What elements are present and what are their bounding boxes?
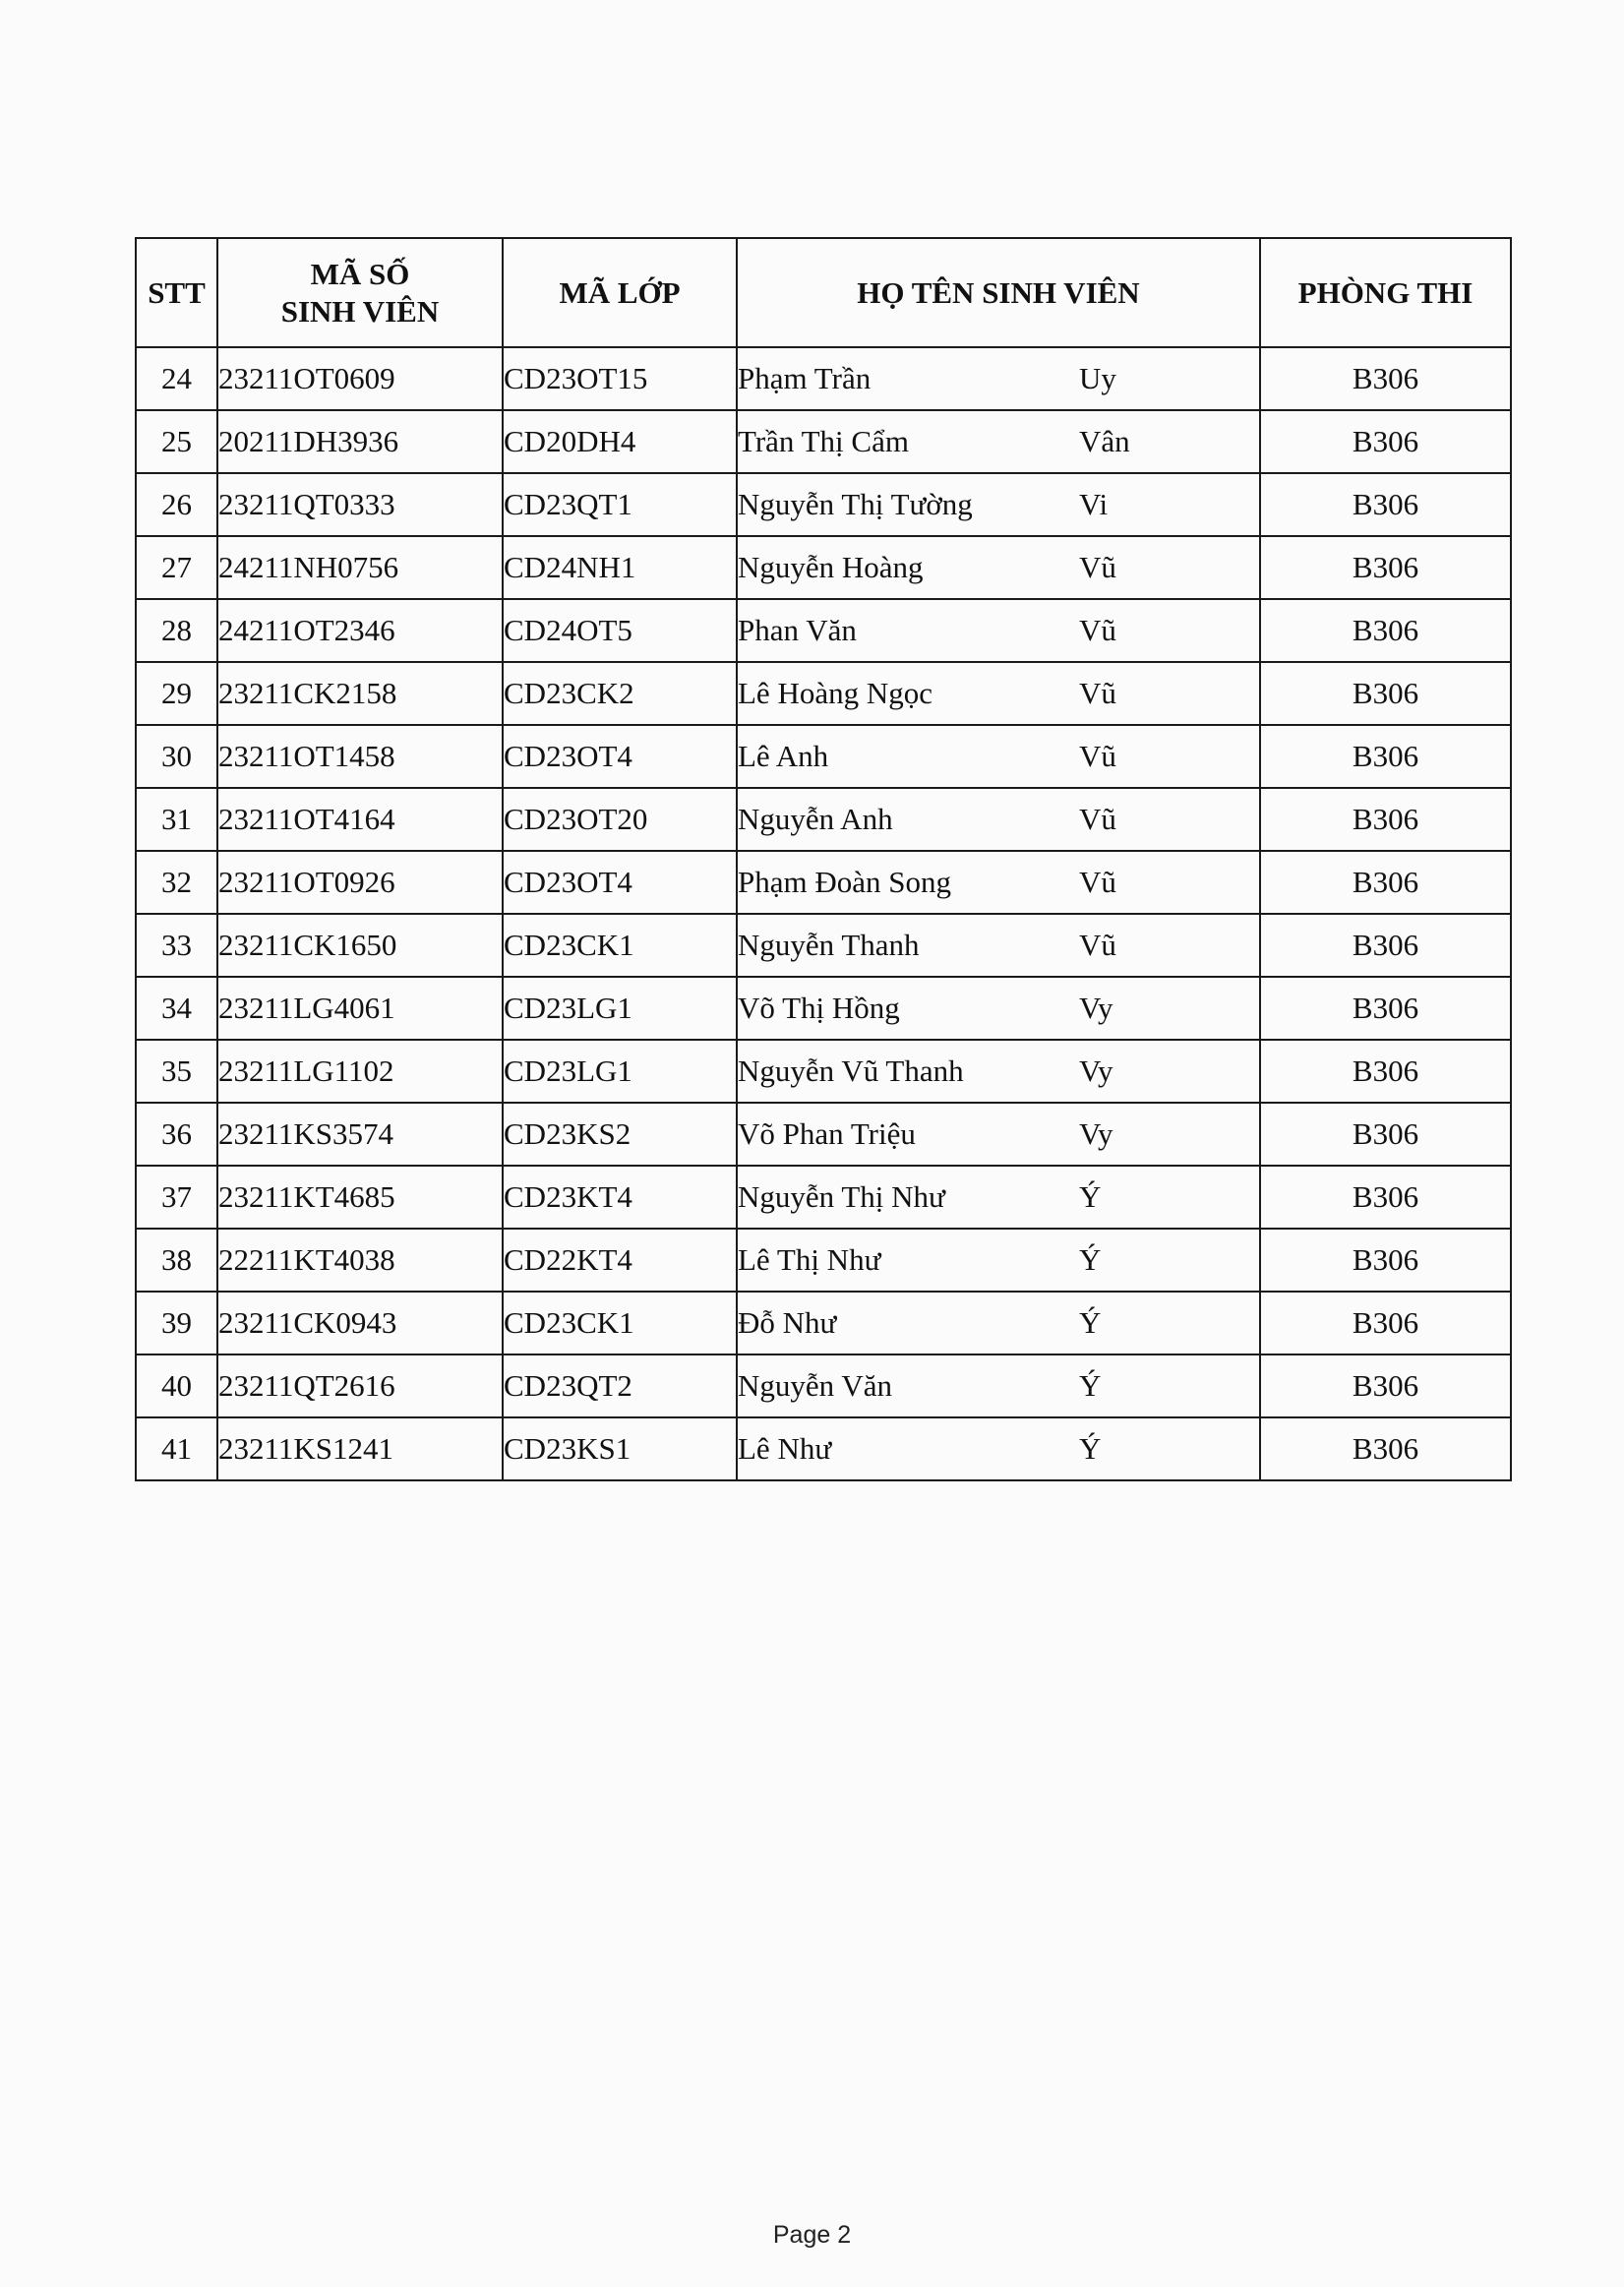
row-full-name [737, 536, 1260, 599]
row-stt: 29 [136, 662, 217, 725]
row-stt: 37 [136, 1166, 217, 1229]
row-exam-room: B306 [1260, 1292, 1511, 1354]
row-stt: 34 [136, 977, 217, 1040]
row-student-id: 23211CK2158 [217, 662, 503, 725]
row-full-name [737, 410, 1260, 473]
header-exam-room: PHÒNG THI [1260, 238, 1511, 347]
row-student-id: 23211CK1650 [217, 914, 503, 977]
row-exam-room: B306 [1260, 725, 1511, 788]
row-surname: Đỗ Như [738, 1305, 837, 1340]
row-exam-room: B306 [1260, 1417, 1511, 1480]
row-student-id: 23211OT1458 [217, 725, 503, 788]
row-full-name [737, 725, 1260, 788]
name-wrap [738, 1305, 1259, 1341]
row-class-code: CD23KS1 [503, 1417, 737, 1480]
row-class-code: CD23OT20 [503, 788, 737, 851]
exam-roster-table [135, 237, 1512, 1481]
page-number: Page 2 [772, 2221, 852, 2249]
row-given-name: Vũ [1079, 802, 1116, 836]
table-row [136, 977, 1511, 1040]
row-student-id: 23211OT0926 [217, 851, 503, 914]
row-student-id: 23211QT0333 [217, 473, 503, 536]
row-class-code: CD23OT4 [503, 725, 737, 788]
row-surname: Nguyễn Văn [738, 1368, 892, 1403]
row-surname: Trần Thị Cẩm [738, 424, 909, 458]
row-surname: Lê Hoàng Ngọc [738, 676, 932, 710]
row-given-name: Ý [1079, 1179, 1102, 1214]
row-class-code: CD23CK1 [503, 1292, 737, 1354]
table-row [136, 1354, 1511, 1417]
name-wrap [738, 676, 1259, 711]
row-class-code: CD23KS2 [503, 1103, 737, 1166]
table-row [136, 1417, 1511, 1480]
row-stt: 31 [136, 788, 217, 851]
table-row [136, 662, 1511, 725]
row-class-code: CD23LG1 [503, 1040, 737, 1103]
row-given-name: Uy [1079, 361, 1116, 395]
row-given-name: Vũ [1079, 676, 1116, 710]
table-row [136, 851, 1511, 914]
row-surname: Nguyễn Thị Tường [738, 487, 973, 521]
name-wrap [738, 1431, 1259, 1467]
row-stt: 32 [136, 851, 217, 914]
row-full-name [737, 1417, 1260, 1480]
row-given-name: Ý [1079, 1431, 1102, 1466]
name-wrap [738, 1116, 1259, 1152]
row-exam-room: B306 [1260, 410, 1511, 473]
row-surname: Nguyễn Anh [738, 802, 893, 836]
table-row [136, 536, 1511, 599]
row-full-name [737, 1292, 1260, 1354]
row-class-code: CD23OT4 [503, 851, 737, 914]
name-wrap [738, 487, 1259, 522]
row-surname: Võ Thị Hồng [738, 991, 900, 1025]
row-class-code: CD23CK2 [503, 662, 737, 725]
table-row [136, 347, 1511, 410]
row-exam-room: B306 [1260, 851, 1511, 914]
table-header-row [136, 238, 1511, 347]
row-class-code: CD23KT4 [503, 1166, 737, 1229]
table-row [136, 725, 1511, 788]
row-full-name [737, 1040, 1260, 1103]
row-surname: Phan Văn [738, 613, 857, 647]
row-full-name [737, 977, 1260, 1040]
table-row [136, 1229, 1511, 1292]
name-wrap [738, 802, 1259, 837]
row-stt: 27 [136, 536, 217, 599]
row-surname: Nguyễn Thị Như [738, 1179, 945, 1214]
row-class-code: CD20DH4 [503, 410, 737, 473]
row-student-id: 22211KT4038 [217, 1229, 503, 1292]
row-class-code: CD24NH1 [503, 536, 737, 599]
row-class-code: CD23CK1 [503, 914, 737, 977]
row-full-name [737, 851, 1260, 914]
row-given-name: Vy [1079, 1116, 1113, 1151]
row-full-name [737, 473, 1260, 536]
row-full-name [737, 1229, 1260, 1292]
name-wrap [738, 1368, 1259, 1404]
header-student-id-line1: MÃ SỐ [310, 256, 410, 291]
row-stt: 24 [136, 347, 217, 410]
row-exam-room: B306 [1260, 347, 1511, 410]
name-wrap [738, 739, 1259, 774]
row-student-id: 23211LG1102 [217, 1040, 503, 1103]
table-row [136, 599, 1511, 662]
row-stt: 36 [136, 1103, 217, 1166]
row-given-name: Vũ [1079, 928, 1116, 962]
row-class-code: CD24OT5 [503, 599, 737, 662]
row-stt: 40 [136, 1354, 217, 1417]
row-class-code: CD23LG1 [503, 977, 737, 1040]
row-given-name: Vy [1079, 991, 1113, 1025]
row-student-id: 24211NH0756 [217, 536, 503, 599]
row-full-name [737, 1103, 1260, 1166]
table-row [136, 1292, 1511, 1354]
row-exam-room: B306 [1260, 1354, 1511, 1417]
row-student-id: 23211LG4061 [217, 977, 503, 1040]
row-student-id: 23211QT2616 [217, 1354, 503, 1417]
row-surname: Phạm Trần [738, 361, 872, 395]
row-stt: 35 [136, 1040, 217, 1103]
row-full-name [737, 1166, 1260, 1229]
table-body [136, 347, 1511, 1480]
row-class-code: CD23QT2 [503, 1354, 737, 1417]
row-surname: Lê Anh [738, 739, 829, 773]
table-row [136, 1040, 1511, 1103]
row-exam-room: B306 [1260, 1040, 1511, 1103]
name-wrap [738, 613, 1259, 648]
row-student-id: 23211KT4685 [217, 1166, 503, 1229]
row-full-name [737, 662, 1260, 725]
row-given-name: Vũ [1079, 613, 1116, 647]
row-exam-room: B306 [1260, 1229, 1511, 1292]
row-exam-room: B306 [1260, 914, 1511, 977]
name-wrap [738, 550, 1259, 585]
row-full-name [737, 914, 1260, 977]
table-row [136, 1166, 1511, 1229]
row-stt: 39 [136, 1292, 217, 1354]
table-row [136, 410, 1511, 473]
row-student-id: 23211OT0609 [217, 347, 503, 410]
name-wrap [738, 424, 1259, 459]
row-exam-room: B306 [1260, 662, 1511, 725]
row-full-name [737, 1354, 1260, 1417]
row-surname: Phạm Đoàn Song [738, 865, 951, 899]
row-exam-room: B306 [1260, 977, 1511, 1040]
row-exam-room: B306 [1260, 1166, 1511, 1229]
row-stt: 26 [136, 473, 217, 536]
name-wrap [738, 991, 1259, 1026]
row-class-code: CD23OT15 [503, 347, 737, 410]
header-student-id [217, 238, 503, 347]
header-stt: STT [136, 238, 217, 347]
name-wrap [738, 865, 1259, 900]
row-student-id: 23211OT4164 [217, 788, 503, 851]
row-full-name [737, 788, 1260, 851]
row-given-name: Ý [1079, 1368, 1102, 1403]
row-stt: 41 [136, 1417, 217, 1480]
row-stt: 33 [136, 914, 217, 977]
row-exam-room: B306 [1260, 1103, 1511, 1166]
table-row [136, 1103, 1511, 1166]
row-student-id: 23211CK0943 [217, 1292, 503, 1354]
table-row [136, 914, 1511, 977]
name-wrap [738, 1053, 1259, 1089]
row-given-name: Vũ [1079, 550, 1116, 584]
name-wrap [738, 361, 1259, 396]
table-row [136, 788, 1511, 851]
row-surname: Lê Thị Như [738, 1242, 881, 1277]
row-surname: Lê Như [738, 1431, 832, 1466]
header-student-id-line2: SINH VIÊN [280, 293, 440, 329]
row-stt: 25 [136, 410, 217, 473]
row-surname: Nguyễn Vũ Thanh [738, 1053, 964, 1088]
row-exam-room: B306 [1260, 536, 1511, 599]
row-stt: 38 [136, 1229, 217, 1292]
row-full-name [737, 347, 1260, 410]
name-wrap [738, 928, 1259, 963]
row-given-name: Vi [1079, 487, 1109, 521]
row-exam-room: B306 [1260, 788, 1511, 851]
row-given-name: Ý [1079, 1242, 1102, 1277]
row-student-id: 24211OT2346 [217, 599, 503, 662]
row-given-name: Vy [1079, 1053, 1113, 1088]
row-given-name: Ý [1079, 1305, 1102, 1340]
row-stt: 30 [136, 725, 217, 788]
name-wrap [738, 1242, 1259, 1278]
header-full-name: HỌ TÊN SINH VIÊN [737, 238, 1260, 347]
row-student-id: 20211DH3936 [217, 410, 503, 473]
row-given-name: Vũ [1079, 865, 1116, 899]
row-student-id: 23211KS1241 [217, 1417, 503, 1480]
row-given-name: Vân [1079, 424, 1130, 458]
row-exam-room: B306 [1260, 599, 1511, 662]
row-student-id: 23211KS3574 [217, 1103, 503, 1166]
row-surname: Võ Phan Triệu [738, 1116, 916, 1151]
row-class-code: CD23QT1 [503, 473, 737, 536]
table-row [136, 473, 1511, 536]
header-class-code: MÃ LỚP [503, 238, 737, 347]
row-class-code: CD22KT4 [503, 1229, 737, 1292]
name-wrap [738, 1179, 1259, 1215]
row-surname: Nguyễn Hoàng [738, 550, 924, 584]
row-surname: Nguyễn Thanh [738, 928, 920, 962]
row-exam-room: B306 [1260, 473, 1511, 536]
row-given-name: Vũ [1079, 739, 1116, 773]
row-full-name [737, 599, 1260, 662]
row-stt: 28 [136, 599, 217, 662]
